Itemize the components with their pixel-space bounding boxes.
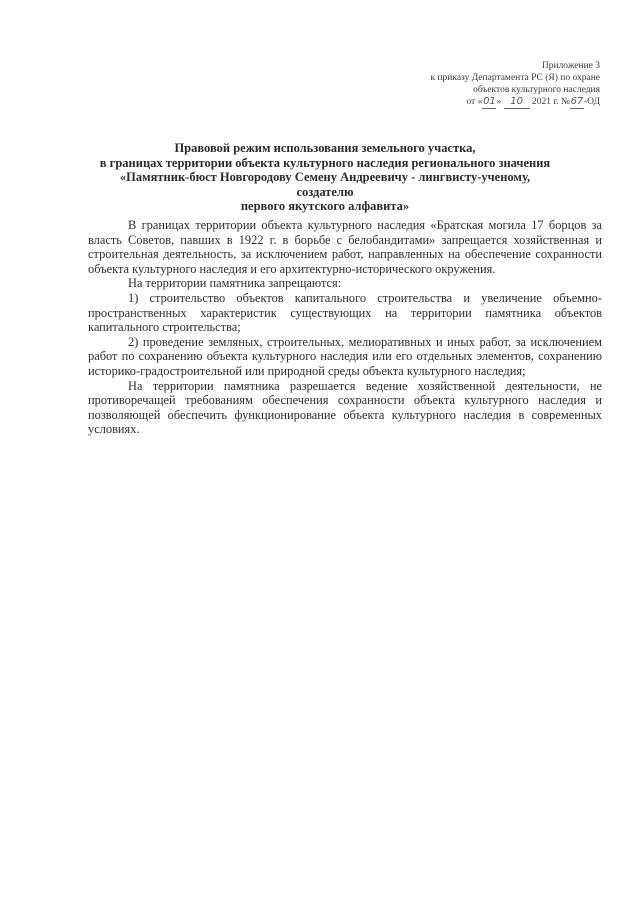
paragraph-prohibited-list-intro: На территории памятника запрещаются: [128,276,342,291]
appendix-header [360,60,600,109]
title-line-1: Правовой режим использования земельного участка, [174,141,476,155]
appendix-label: Приложение 3 [541,61,600,71]
document-title [95,141,555,214]
date-suffix: -ОД [583,97,600,107]
title-line-3: «Памятник-бюст Новгородову Семену Андреевичу - лингвисту-ученому, создателю [119,170,531,199]
title-line-4: первого якутского алфавита» [240,199,410,213]
handwritten-number: 67 [570,96,584,107]
date-year: 2021 г. № [531,97,570,107]
department-reference: объектов культурного наследия [473,85,600,95]
title-line-2: в границах территории объекта культурного наследия регионального значения [99,155,551,170]
document-body [88,218,602,437]
date-mid: » [496,97,502,107]
order-date-line [360,96,600,109]
handwritten-month: 10 [504,96,530,109]
paragraph-item-2: 2) проведение земляных, строительных, мелиоративных и иных работ, за исключением работ по сохранению объекта культурного наследия или его отдельных элементов, сохранению историко-градостроительной или природной среды объекта культурного наследия; [88,334,602,378]
order-reference: к приказу Департамента РС (Я) по охране [430,73,600,83]
paragraph-item-1: 1) строительство объектов капитального строительства и увеличение объемно-пространственных характеристик существующих на территории памятника объектов капитального строительства; [88,290,602,335]
paragraph-prohibition: В границах территории объекта культурного наследия «Братская могила 17 борцов за власть Советов, павших в 1922 г. в борьбе с белобандитами» запрещается хозяйственная и строительная деятельность, за исключением работ, направленных на обеспечение сохранности объекта культурного наследия и его архитектурно-исторического окружения. [88,218,602,276]
date-prefix: от « [466,97,483,107]
paragraph-permission: На территории памятника разрешается ведение хозяйственной деятельности, не противоречащей требованиям обеспечения сохранности объекта культурного наследия и позволяющей обеспечить функционирование объекта культурного наследия в современных условиях. [88,378,602,437]
handwritten-day: 01 [483,96,496,107]
